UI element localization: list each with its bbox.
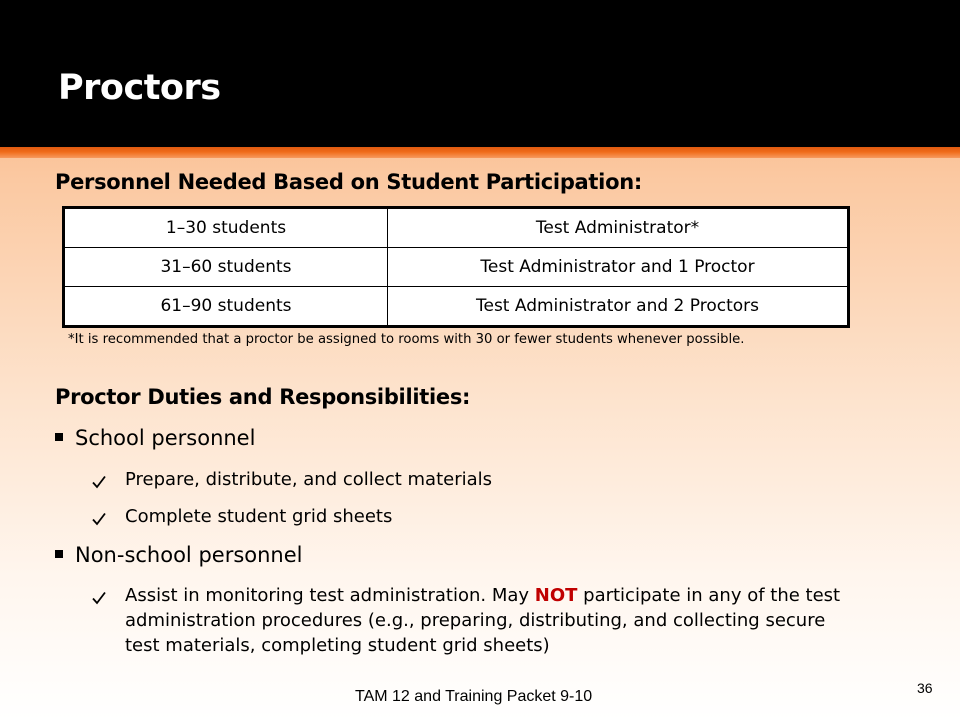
page-number: 36 [917,680,933,696]
square-bullet-icon [55,433,63,441]
bullet-school-personnel [55,426,255,450]
accent-stripe [0,147,960,158]
table-cell: 1–30 students [64,208,388,248]
table-cell: Test Administrator and 2 Proctors [388,287,849,327]
personnel-heading: Personnel Needed Based on Student Participation: [55,170,642,194]
table-footnote: *It is recommended that a proctor be assigned to rooms with 30 or fewer students whenever possible. [68,332,745,347]
table-row [64,248,849,287]
staffing-table [62,206,850,328]
checkmark-icon [92,467,114,492]
bullet-label: Non-school personnel [75,543,303,567]
checkmark-icon [92,583,114,608]
bullet-label: School personnel [75,426,256,450]
table-cell: 61–90 students [64,287,388,327]
table-cell: 31–60 students [64,248,388,287]
footer-text: TAM 12 and Training Packet 9-10 [355,688,593,705]
sub-item [92,504,392,529]
sub-item-text: Prepare, distribute, and collect materials [125,469,493,490]
slide-title: Proctors [58,68,221,108]
title-bar [0,0,960,147]
checkmark-icon [92,504,114,529]
text-prefix: Assist in monitoring test administration. May [125,585,535,606]
table-row [64,287,849,327]
bullet-non-school-personnel [55,543,303,567]
sub-item-text: Complete student grid sheets [125,506,393,527]
square-bullet-icon [55,550,63,558]
text-suffix: participate in any of the test administration procedures (e.g., preparing, distributing, and collecting secure test materials, completing student grid sheets) [125,585,841,656]
table-row [64,208,849,248]
table-cell: Test Administrator and 1 Proctor [388,248,849,287]
sub-item [92,467,492,492]
sub-item [92,583,852,658]
duties-heading: Proctor Duties and Responsibilities: [55,385,471,409]
table-cell: Test Administrator* [388,208,849,248]
sub-item-text [125,583,852,658]
emphasis-not: NOT [534,585,578,606]
